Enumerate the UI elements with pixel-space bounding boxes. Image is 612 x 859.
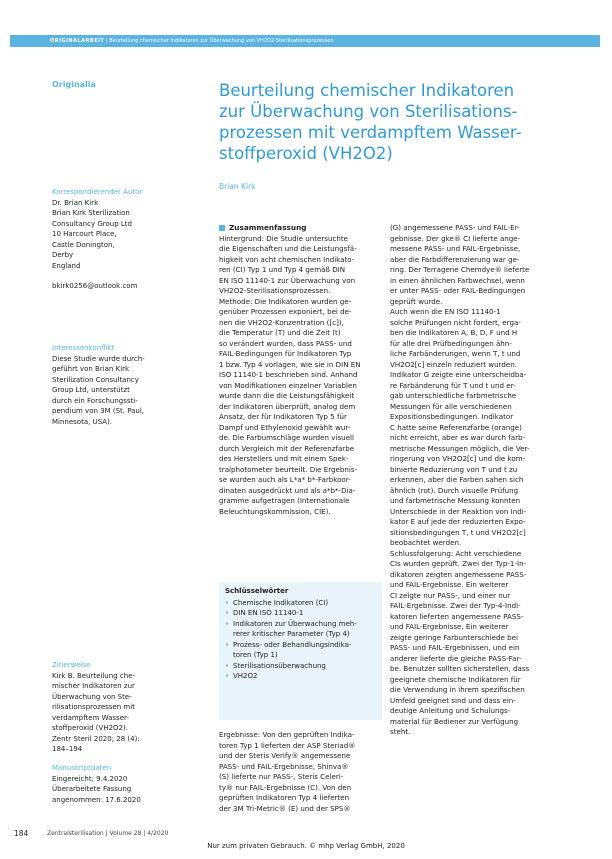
text-line: Messungen für alle verschiedenen xyxy=(390,401,512,411)
conflict-lines xyxy=(52,354,164,428)
text-line: Diese Studie wurde durch- xyxy=(52,354,145,363)
text-line: erkennen, aber die Farben sahen sich xyxy=(390,475,524,484)
text-line: (S) lieferte nur PASS-, Steris Celeri- xyxy=(219,772,344,781)
text-line: nicht erreicht, aber es war durch farb- xyxy=(390,433,526,442)
page-number: 184 xyxy=(14,829,29,838)
text-line: geprüft wurde. xyxy=(390,296,443,306)
text-line: rilisationsprozessen mit xyxy=(52,703,135,711)
text-line: Schlussfolgerung: Acht verschiedene xyxy=(390,548,522,558)
text-line: des Herstellers und mit einem Spek- xyxy=(219,454,349,463)
keyword-text: Indikatoren zur Überwachung meh- xyxy=(233,619,357,628)
keyword-item xyxy=(225,661,376,672)
text-line: Group Ltd, unterstützt xyxy=(52,386,130,394)
text-line: Expositionsbedingungen. Indikator xyxy=(390,412,514,421)
text-line: ben die Indikatoren A, B, D, F und H xyxy=(390,328,518,337)
manuscript-dates-heading: Manuskriptdaten xyxy=(52,764,112,772)
text-line: material für Bediener zur Verfügung xyxy=(390,716,519,726)
text-line: der Indikatoren überprüft, analog dem xyxy=(219,401,356,411)
text-line: Hintergrund: Die Studie untersuchte xyxy=(219,233,349,243)
text-line: geprüften Indikatoren Typ 4 lieferten xyxy=(219,793,350,802)
text-line: EN ISO 11140-1 zur Überwachung von xyxy=(219,275,356,285)
text-line: gab unterschiedliche farbmetrische xyxy=(390,391,517,400)
text-line: durch ein Forschungssti- xyxy=(52,396,138,405)
keyword-text: Prozess- oder Behandlungsindika- xyxy=(233,640,352,649)
abstract-col1-lines xyxy=(219,234,384,518)
text-line: Beleuchtungskommission, CIE). xyxy=(219,506,331,516)
abstract-heading xyxy=(219,223,384,234)
text-line: Überarbeitete Fassung xyxy=(52,785,132,793)
manuscript-dates-block xyxy=(52,763,164,805)
text-line: wurde dann die die Leistungsfähigkeit xyxy=(219,391,355,400)
section-label: Originalia xyxy=(52,80,96,89)
conflict-block xyxy=(52,343,164,427)
text-line: PASS- und FAIL-Ergebnissen, und ein xyxy=(390,643,520,652)
text-line: FAIL-Bedingungen für Indikatoren Typ xyxy=(219,349,352,358)
text-line: Eingereicht: 9.4.2020 xyxy=(52,774,128,783)
text-line: Ergebnisse: Von den geprüften Indika- xyxy=(219,730,355,739)
bullet-icon: • xyxy=(225,661,230,670)
text-line: in einen ähnlichen Farbwechsel, wenn xyxy=(390,275,525,285)
text-line: deutige Anleitung und Schulungs- xyxy=(390,706,511,715)
text-line: sitionsbedingungen T, t und VH2O2[c] xyxy=(390,527,526,537)
author-name: Brian Kirk xyxy=(219,182,256,191)
text-line: kator E auf jede der reduzierten Expo- xyxy=(390,517,526,526)
bullet-icon: • xyxy=(225,598,230,607)
keywords-heading: Schlüsselwörter xyxy=(225,587,289,595)
conflict-heading: Interessenkonflikt xyxy=(52,344,115,352)
text-line: gramme aufgetragen (Internationale xyxy=(219,496,350,505)
bullet-icon: • xyxy=(225,672,230,680)
text-line: steht. xyxy=(390,727,411,736)
text-line: so verändert wurden, dass PASS- und xyxy=(219,338,352,348)
text-line: binierte Reduzierung von T und t zu xyxy=(390,464,518,474)
text-line: dinaten ausgedrückt und als a*b*-Dia- xyxy=(219,485,356,495)
text-line: Brian Kirk Sterilization xyxy=(52,209,130,217)
text-line: Castle Donington, xyxy=(52,240,115,249)
keyword-item xyxy=(225,640,376,661)
text-line: metrische Messungen möglich, die Ver- xyxy=(390,443,530,453)
text-line: ähnlich (rot). Durch visuelle Prüfung xyxy=(390,485,519,495)
text-line: geführt von Brian Kirk xyxy=(52,365,130,373)
text-line: Kirk B. Beurteilung che- xyxy=(52,671,135,680)
text-line: (G) angemessene PASS- und FAIL-Er- xyxy=(390,223,520,232)
text-line: messene PASS- und FAIL-Ergebnisse, xyxy=(390,244,521,253)
abstract-column-1-bottom xyxy=(219,730,384,814)
text-line: zeigte geringe Farbunterschiede bei xyxy=(390,632,518,642)
keyword-item xyxy=(225,619,376,640)
text-line: er unter PASS- oder FAIL-Bedingungen xyxy=(390,286,526,295)
abstract-col2-lines xyxy=(390,223,555,738)
text-line: 10 Harcourt Place, xyxy=(52,230,117,238)
text-line: Umfeld geeignet sind und dass ein- xyxy=(390,695,516,705)
header-category: ORIGINALARBEIT xyxy=(50,38,105,44)
corresponding-author-lines xyxy=(52,198,164,272)
text-line: Dr. Brian Kirk xyxy=(52,198,99,207)
header-running-title: Beurteilung chemischer Indikatoren zur Überwachung von VH2O2-Sterilisationsprozessen xyxy=(109,38,334,44)
keywords-list xyxy=(225,598,376,682)
text-line: ty® nur FAIL-Ergebnisse (C). Von den xyxy=(219,782,352,792)
text-line: Ansatz, der für Indikatoren Typ 5 für xyxy=(219,412,347,421)
text-line: Indikator G zeigte eine unterscheidba- xyxy=(390,370,527,379)
text-line: re Farbänderung für T und t und er- xyxy=(390,380,516,390)
bullet-icon: • xyxy=(225,640,230,649)
text-line: CIs wurden geprüft. Zwei der Typ-1-In- xyxy=(390,559,527,568)
text-line: ISO 11140-1 beschrieben sind. Anhand xyxy=(219,370,358,379)
header-bar xyxy=(10,35,600,47)
text-line: VH2O2[c] einzeln reduziert wurden. xyxy=(390,359,517,369)
text-line: verdampftem Wasser- xyxy=(52,713,129,722)
text-line: und farbmetrische Messung konnten xyxy=(390,496,521,505)
text-line: die Eigenschaften und die Leistungsfä- xyxy=(219,244,357,253)
text-line: der 3M Tri-Metric® (E) und der SPS® xyxy=(219,803,351,813)
text-line: C hatte seine Referenzfarbe (orange) xyxy=(390,422,522,432)
keyword-item xyxy=(225,608,376,619)
abstract-column-2 xyxy=(390,223,555,738)
keyword-text: Chemische Indikatoren (CI) xyxy=(233,598,329,607)
text-line: ren (CI) Typ 1 und Typ 4 gemäß DIN xyxy=(219,265,346,274)
text-line: pendium von 3M (St. Paul, xyxy=(52,407,145,415)
text-line: liche Farbänderungen, wenn T, t und xyxy=(390,349,521,358)
abstract-col1-bottom-lines xyxy=(219,730,384,814)
copyright-note: Nur zum privaten Gebrauch. © mhp Verlag GmbH, 2020 xyxy=(207,842,405,850)
citation-lines xyxy=(52,671,164,755)
text-line: tralphotometer beurteilt. Die Ergebnis- xyxy=(219,464,358,474)
text-line: se wurden auch als L*a* b*-Farbkoor- xyxy=(219,475,351,484)
text-line: geeignete chemische Indikatoren für xyxy=(390,674,521,684)
text-line: CI zeigte nur PASS-, und einer nur xyxy=(390,590,511,600)
text-line: VH2O2-Sterilisationsprozessen. xyxy=(219,286,331,295)
article-title xyxy=(219,80,579,164)
text-line: Derby xyxy=(52,251,74,259)
square-bullet-icon xyxy=(219,225,225,231)
text-line: nen die VH2O2-Konzentration ([c]), xyxy=(219,317,344,327)
text-line: Unterschiede in der Reaktion von Indi- xyxy=(390,506,527,516)
text-line: Minnesota, USA). xyxy=(52,417,113,426)
text-line: anderer lieferte die gleiche PASS-Far- xyxy=(390,653,522,663)
bullet-icon: • xyxy=(225,619,230,628)
text-line: PASS- und FAIL-Ergebnisse, Shinva® xyxy=(219,761,349,771)
text-line: Auch wenn die EN ISO 11140-1 xyxy=(390,307,501,316)
text-line: von Modifikationen einzelner Variablen xyxy=(219,380,357,390)
text-line: und FAIL-Ergebnisse. Ein weiterer xyxy=(390,580,509,589)
keyword-text: toren (Typ 1) xyxy=(233,651,278,659)
title-line: Beurteilung chemischer Indikatoren xyxy=(219,81,515,100)
abstract-heading-text: Zusammenfassung xyxy=(229,223,307,232)
text-line: de. Die Farbumschläge wurden visuell xyxy=(219,433,354,442)
text-line: die Temperatur (T) und die Zeit (t) xyxy=(219,328,341,337)
text-line: England xyxy=(52,261,81,270)
text-line: mischer Indikatoren zur xyxy=(52,682,135,690)
corresponding-author-heading: Korrespondierender Autor xyxy=(52,188,143,196)
text-line: toren Typ 1 lieferten der ASP Steriad® xyxy=(219,740,356,750)
text-line: und der Steris Verify® angemessene xyxy=(219,751,351,760)
text-line: für alle drei Prüfbedingungen ähn- xyxy=(390,338,512,348)
bullet-icon: • xyxy=(225,609,230,617)
text-line: Zentr Steril 2020; 28 (4): xyxy=(52,734,140,743)
text-line: dikatoren zeigten angemessene PASS- xyxy=(390,569,527,579)
keywords-box xyxy=(219,582,382,720)
text-line: 184–194 xyxy=(52,745,83,753)
text-line: katoren lieferten angemessene PASS- xyxy=(390,611,524,621)
text-line: durch Vergleich mit der Referenzfarbe xyxy=(219,443,355,453)
header-separator: | xyxy=(105,38,108,44)
corresponding-author-block xyxy=(52,187,164,292)
text-line: stoffperoxid (VH2O2). xyxy=(52,724,128,732)
text-line: aber die Farbdifferenzierung war ge- xyxy=(390,254,520,264)
text-line: genüber Prozessen exponiert, bei de- xyxy=(219,307,352,316)
title-line: zur Überwachung von Sterilisations- xyxy=(219,102,518,121)
keyword-item xyxy=(225,671,376,682)
manuscript-dates-lines xyxy=(52,774,164,806)
text-line: higkeit von acht chemischen Indikato- xyxy=(219,254,355,264)
text-line: Dampf und Ethylenoxid gewählt wur- xyxy=(219,422,351,432)
citation-block xyxy=(52,660,164,755)
text-line: beobachtet werden. xyxy=(390,538,462,547)
text-line: ring. Der Terragene Chemdye® lieferte xyxy=(390,265,530,274)
text-line: FAIL-Ergebnisse. Zwei der Typ-4-Indi- xyxy=(390,601,521,610)
citation-heading: Zitierweise xyxy=(52,661,91,669)
keyword-text: VH2O2 xyxy=(233,672,258,680)
text-line: Methode: Die Indikatoren wurden ge- xyxy=(219,296,352,306)
text-line: Überwachung von Ste- xyxy=(52,692,132,701)
text-line: gebnisse. Der gke® CI lieferte ange- xyxy=(390,233,521,243)
title-line: stoffperoxid (VH2O2) xyxy=(219,144,393,163)
text-line: die Verwendung in ihrem spezifischen xyxy=(390,685,525,694)
text-line: Consultancy Group Ltd xyxy=(52,219,132,228)
keyword-text: rerer kritischer Parameter (Typ 4) xyxy=(233,630,350,638)
text-line: be. Benutzer sollten sicherstellen, dass xyxy=(390,664,530,673)
keyword-text: Sterilisationsüberwachung xyxy=(233,661,326,670)
text-line: ringerung von VH2O2[c] und die kom- xyxy=(390,454,526,463)
text-line: 1 bzw. Typ 4 vorlagen, wie sie in DIN EN xyxy=(219,359,361,369)
keyword-text: DIN EN ISO 11140-1 xyxy=(233,609,304,617)
text-line: angenommen: 17.6.2020 xyxy=(52,795,141,804)
journal-footer: Zentralsterilisation | Volume 28 | 4/2020 xyxy=(47,830,169,837)
text-line: und FAIL-Ergebnisse. Ein weiterer xyxy=(390,622,509,631)
abstract-column-1 xyxy=(219,223,384,517)
author-email[interactable]: bkirk0256@outlook.com xyxy=(52,282,138,290)
text-line: Sterilization Consultancy xyxy=(52,375,139,384)
text-line: solche Prüfungen nicht fordert, erga- xyxy=(390,317,521,327)
keyword-item xyxy=(225,598,376,609)
title-line: prozessen mit verdampftem Wasser- xyxy=(219,123,522,142)
